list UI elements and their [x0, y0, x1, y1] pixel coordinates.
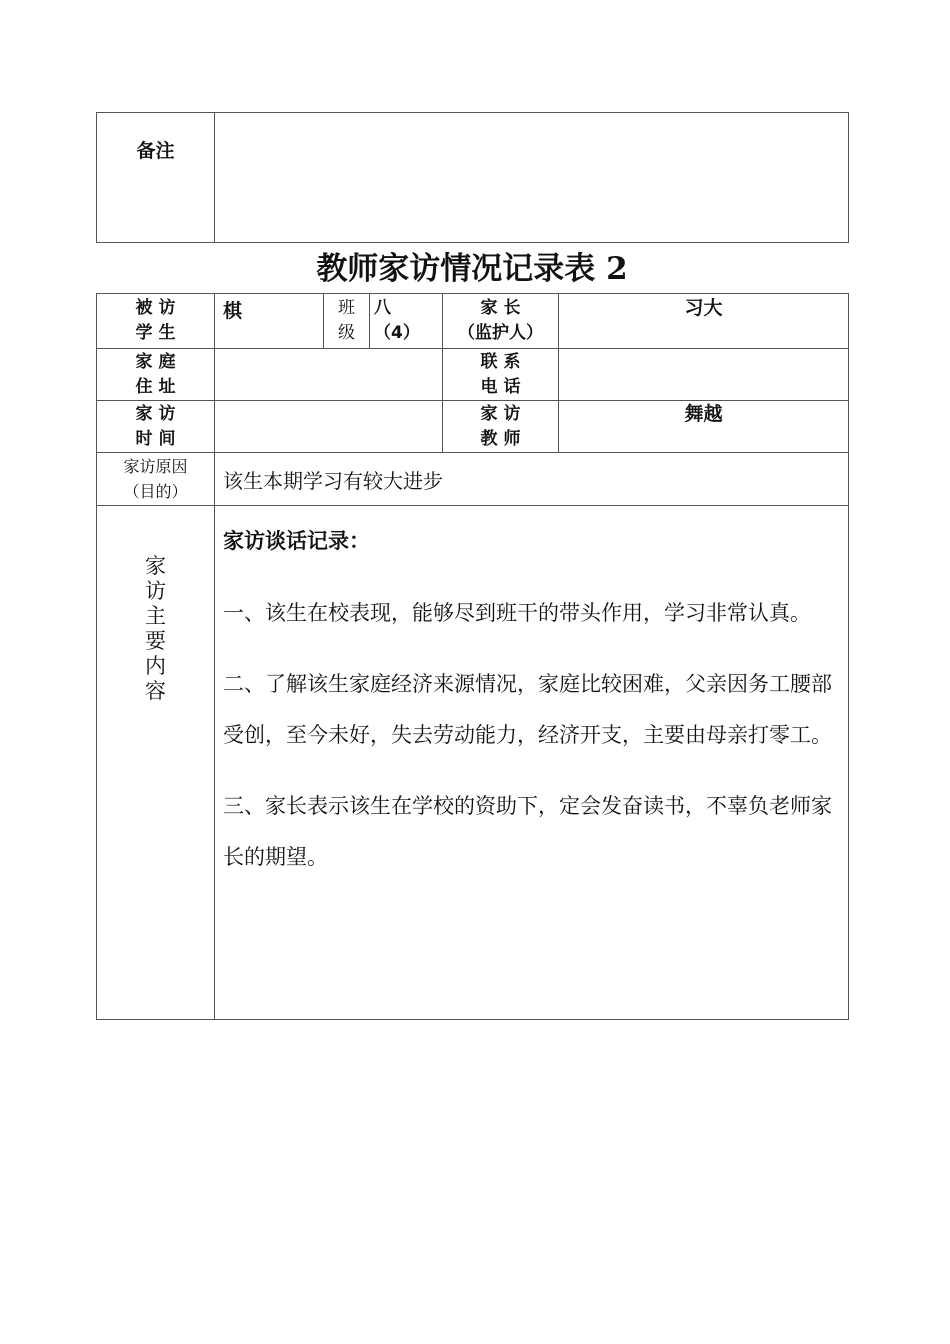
content-paragraph-3: 三、家长表示该生在学校的资助下，定会发奋读书，不辜负老师家长的期望。 — [223, 794, 832, 869]
content-heading: 家访谈话记录： — [223, 529, 370, 553]
parent-name: 习大 — [684, 297, 723, 319]
visit-time-label: 家 访 时 间 — [135, 404, 176, 449]
content-paragraph-1: 一、该生在校表现，能够尽到班干的带头作用，学习非常认真。 — [223, 601, 811, 625]
visit-teacher-label: 家 访 教 师 — [480, 404, 521, 449]
remarks-value-cell — [215, 113, 849, 243]
row-reason — [97, 453, 849, 506]
phone-label: 联 系 电 话 — [480, 352, 521, 397]
class-label: 班 级 — [338, 298, 355, 343]
remarks-table — [96, 112, 849, 243]
visit-record-table — [96, 293, 849, 1020]
remarks-label: 备注 — [136, 140, 175, 162]
row-content — [97, 506, 849, 1020]
remarks-label-cell — [97, 113, 215, 243]
content-body — [215, 506, 848, 883]
class-value: 八 （4） — [374, 298, 420, 343]
address-label: 家 庭 住 址 — [135, 352, 176, 397]
student-name: 棋 — [223, 300, 243, 322]
content-paragraph-2: 二、了解该生家庭经济来源情况，家庭比较困难，父亲因务工腰部受创，至今未好，失去劳动能力，经济开支，主要由母亲打零工。 — [223, 672, 832, 747]
reason-value: 该生本期学习有较大进步 — [223, 468, 443, 493]
row-visit — [97, 401, 849, 453]
student-label: 被 访 学 生 — [135, 298, 176, 343]
parent-label: 家 长 （监护人） — [458, 298, 543, 343]
row-address — [97, 349, 849, 401]
content-label: 家 访 主 要 内 容 — [145, 554, 166, 703]
row-student — [97, 294, 849, 349]
reason-label: 家访原因 （目的） — [123, 457, 188, 501]
page-title: 教师家访情况记录表 2 — [316, 251, 628, 287]
visit-teacher-name: 舞越 — [684, 403, 723, 425]
